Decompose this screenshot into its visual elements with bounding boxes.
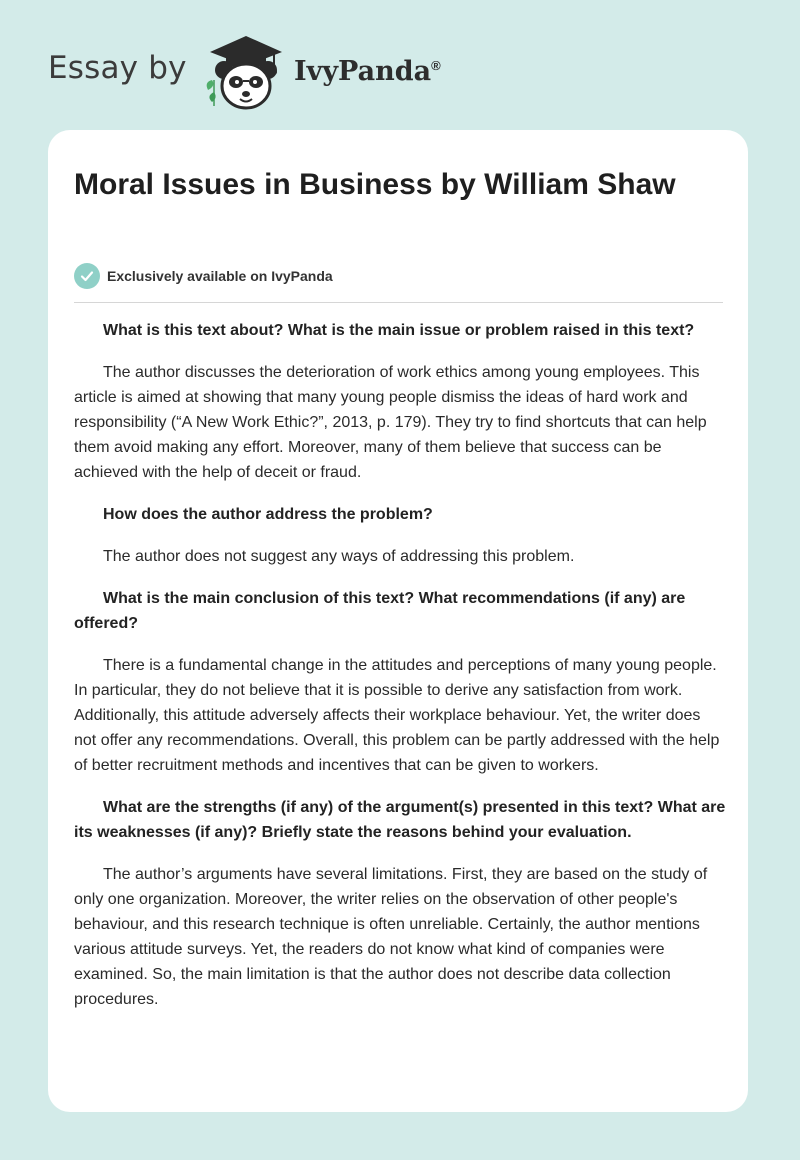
- essay-body: [74, 318, 726, 1029]
- brand-text: IvyPanda: [294, 56, 432, 87]
- essay-card: [48, 130, 748, 1112]
- exclusive-badge-label: Exclusively available on IvyPanda: [107, 268, 333, 284]
- registered-mark: ®: [431, 58, 441, 73]
- question-heading: What are the strengths (if any) of the argument(s) presented in this text? What are its weaknesses (if any)? Briefly state the reasons behind your evaluation.: [74, 799, 726, 841]
- answer-paragraph: There is a fundamental change in the attitudes and perceptions of many young people. In particular, they do not believe that it is possible to derive any satisfaction from work. Additionally, this attitude adversely affects their workplace behaviour. Yet, the writer does not offer any recommendations. Overall, this problem can be partly addressed with the help of better recruitment methods and incentives that can be given to workers.: [74, 657, 720, 774]
- ivypanda-logo-icon[interactable]: [202, 32, 286, 112]
- essay-by-label: Essay by: [48, 50, 187, 86]
- question-heading: How does the author address the problem?: [103, 506, 433, 523]
- answer-paragraph: The author’s arguments have several limitations. First, they are based on the study of only one organization. Moreover, the writer relies on the observation of other people's behaviour, and this research technique is often unreliable. Certainly, the author mentions various attitude surveys. Yet, the readers do not know what kind of companies were examined. So, the main limitation is that the author does not describe data collection procedures.: [74, 866, 708, 1008]
- site-header: [48, 30, 768, 110]
- answer-paragraph: The author does not suggest any ways of addressing this problem.: [103, 548, 575, 565]
- exclusive-badge: [74, 263, 333, 289]
- brand-name: [294, 56, 441, 87]
- essay-title: Moral Issues in Business by William Shaw: [74, 168, 676, 201]
- title-divider: [74, 302, 723, 303]
- question-heading: What is the main conclusion of this text? What recommendations (if any) are offered?: [74, 590, 686, 632]
- answer-paragraph: The author discusses the deterioration of work ethics among young employees. This article is aimed at showing that many young people dismiss the ideas of hard work and responsibility (“A New Work Ethic?”, 2013, p. 179). They try to find shortcuts that can help them avoid making any effort. Moreover, many of them believe that success can be achieved with the help of deceit or fraud.: [74, 364, 707, 481]
- question-heading: What is this text about? What is the main issue or problem raised in this text?: [103, 322, 695, 339]
- check-circle-icon: [74, 263, 100, 289]
